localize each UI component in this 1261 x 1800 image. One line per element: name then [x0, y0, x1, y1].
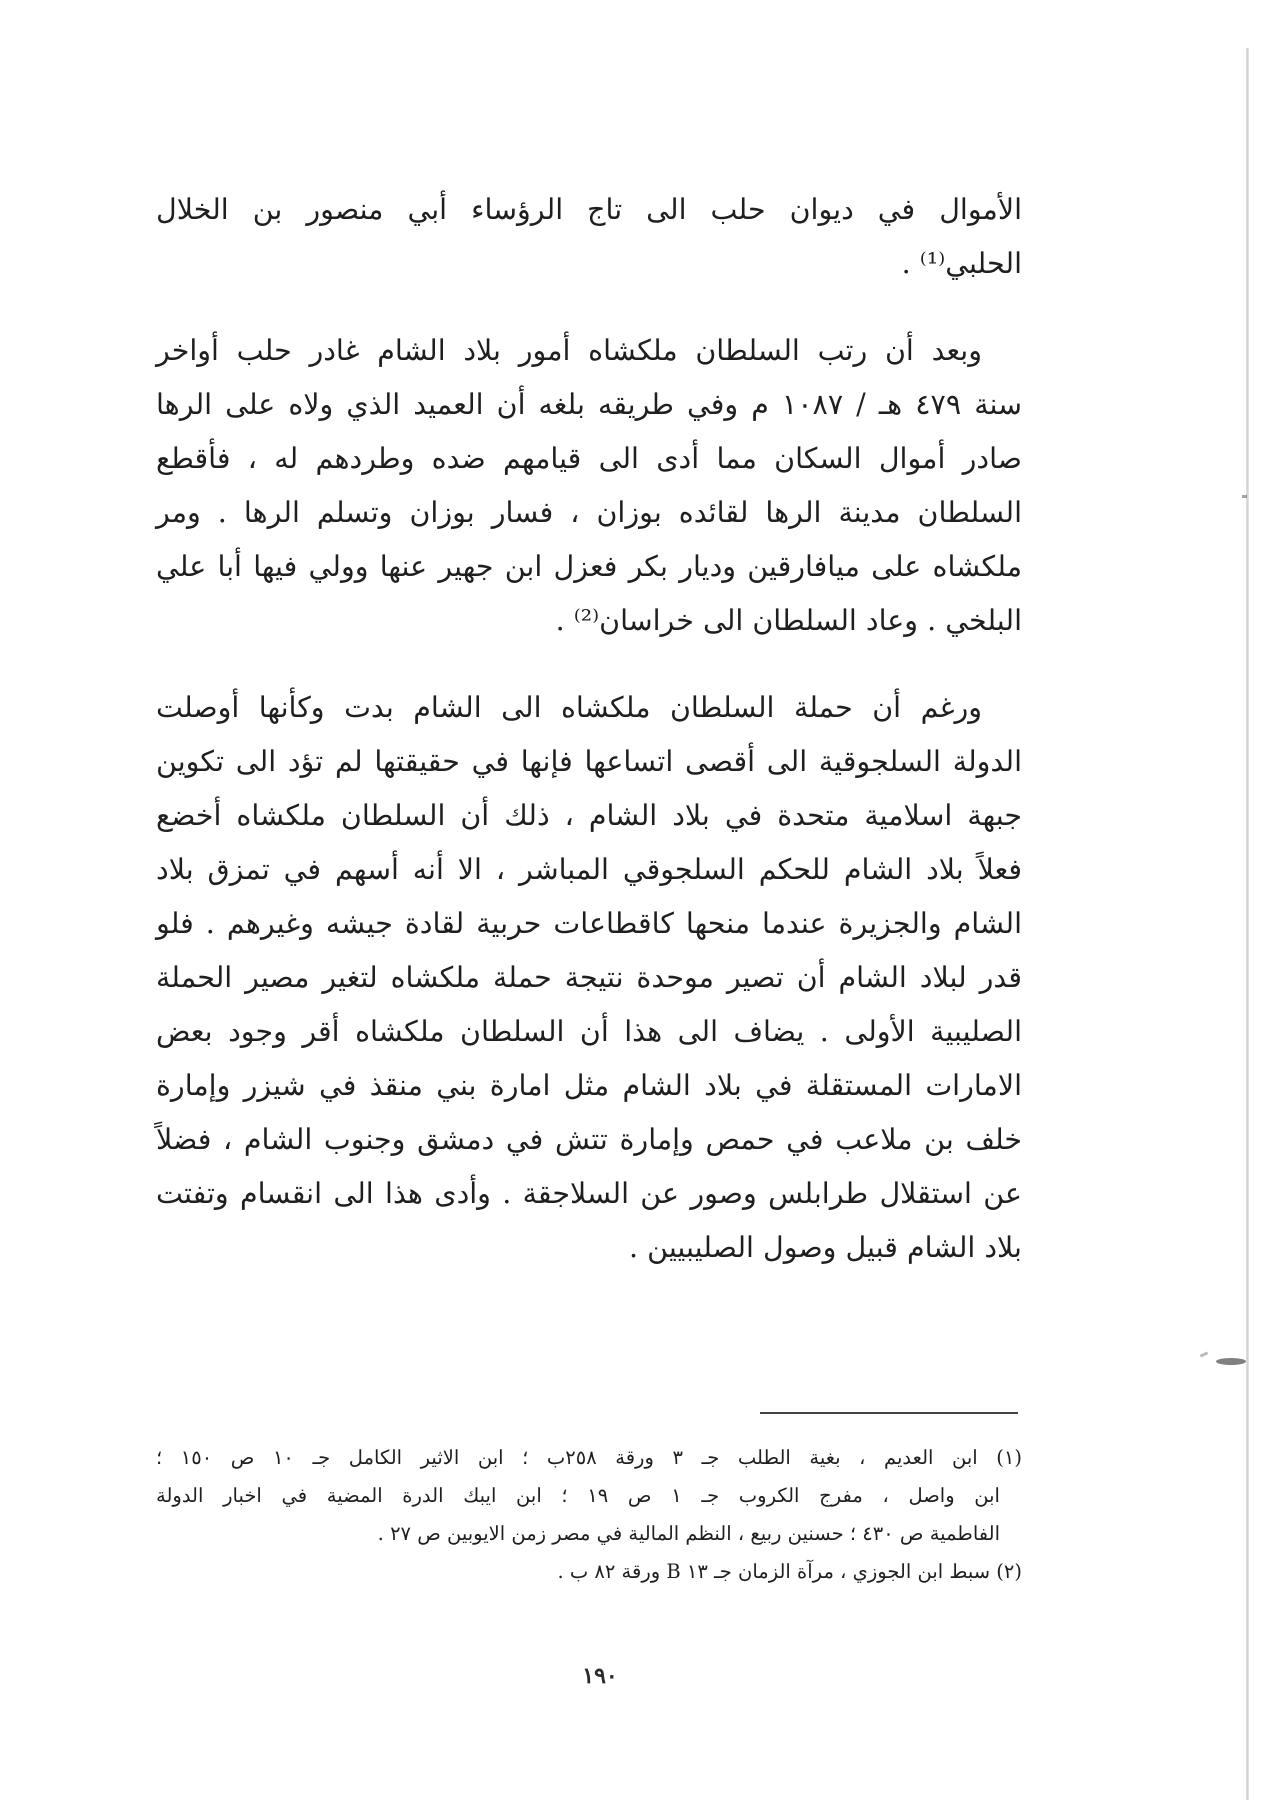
text-line: عن استقلال طرابلس وصور عن السلاجقة . وأدى هذا الى انقسام وتفتت	[156, 1177, 1022, 1210]
text-line: الشام والجزيرة عندما منحها كاقطاعات حربية لقادة جيشه وغيرهم . فلو	[156, 907, 1022, 940]
scan-ink-speck	[1200, 1351, 1209, 1357]
text-line: الحلبي⁽¹⁾ .	[901, 247, 1022, 280]
footnote-line: ابن واصل ، مفرج الكروب جـ ١ ص ١٩ ؛ ابن ايبك الدرة المضية في اخبار الدولة	[156, 1484, 1000, 1507]
text-line: الصليبية الأولى . يضاف الى هذا أن السلطان ملكشاه أقر وجود بعض	[156, 1015, 1022, 1048]
scan-ink-speck	[1216, 1358, 1246, 1365]
text-line: السلطان مدينة الرها لقائده بوزان ، فسار بوزان وتسلم الرها . ومر	[156, 496, 1022, 529]
text-line: خلف بن ملاعب في حمص وإمارة تتش في دمشق وجنوب الشام ، فضلاً	[156, 1123, 1022, 1156]
scan-ink-speck	[1242, 495, 1247, 498]
footnote-line: (١) ابن العديم ، بغية الطلب جـ ٣ ورقة ٢٥٨ب ؛ ابن الاثير الكامل جـ ١٠ ص ١٥٠ ؛	[156, 1446, 1022, 1469]
text-line: البلخي . وعاد السلطان الى خراسان⁽²⁾ .	[555, 604, 1022, 637]
text-line: جبهة اسلامية متحدة في بلاد الشام ، ذلك أن السلطان ملكشاه أخضع	[156, 799, 1022, 832]
text-line: بلاد الشام قبيل وصول الصليبيين .	[629, 1231, 1022, 1264]
footnote-line: الفاطمية ص ٤٣٠ ؛ حسنين ربيع ، النظم المالية في مصر زمن الايوبين ص ٢٧ .	[377, 1522, 1000, 1545]
scan-page-edge	[1246, 48, 1249, 1800]
text-line: ورغم أن حملة السلطان ملكشاه الى الشام بدت وكأنها أوصلت	[156, 691, 982, 724]
text-line: الدولة السلجوقية الى أقصى اتساعها فإنها في حقيقتها لم تؤد الى تكوين	[156, 745, 1022, 778]
page-number: ١٩٠	[582, 1663, 618, 1689]
text-line: صادر أموال السكان مما أدى الى قيامهم ضده وطردهم له ، فأقطع	[156, 442, 1022, 475]
text-line: سنة ٤٧٩ هـ / ١٠٨٧ م وفي طريقه بلغه أن العميد الذي ولاه على الرها	[156, 388, 1022, 421]
text-line: قدر لبلاد الشام أن تصير موحدة نتيجة حملة ملكشاه لتغير مصير الحملة	[156, 961, 1022, 994]
text-line: الأموال في ديوان حلب الى تاج الرؤساء أبي منصور بن الخلال	[156, 193, 1022, 226]
text-line: فعلاً بلاد الشام للحكم السلجوقي المباشر ، الا أنه أسهم في تمزق بلاد	[156, 853, 1022, 886]
footnote-line: (٢) سبط ابن الجوزي ، مرآة الزمان جـ ١٣ B ورقة ٨٢ ب .	[557, 1560, 1022, 1583]
text-line: الامارات المستقلة في بلاد الشام مثل امارة بني منقذ في شيزر وإمارة	[156, 1069, 1022, 1102]
text-line: وبعد أن رتب السلطان ملكشاه أمور بلاد الشام غادر حلب أواخر	[156, 334, 982, 367]
text-line: ملكشاه على ميافارقين وديار بكر فعزل ابن جهير عنها وولي فيها أبا علي	[156, 550, 1022, 583]
footnote-separator	[760, 1412, 1018, 1414]
